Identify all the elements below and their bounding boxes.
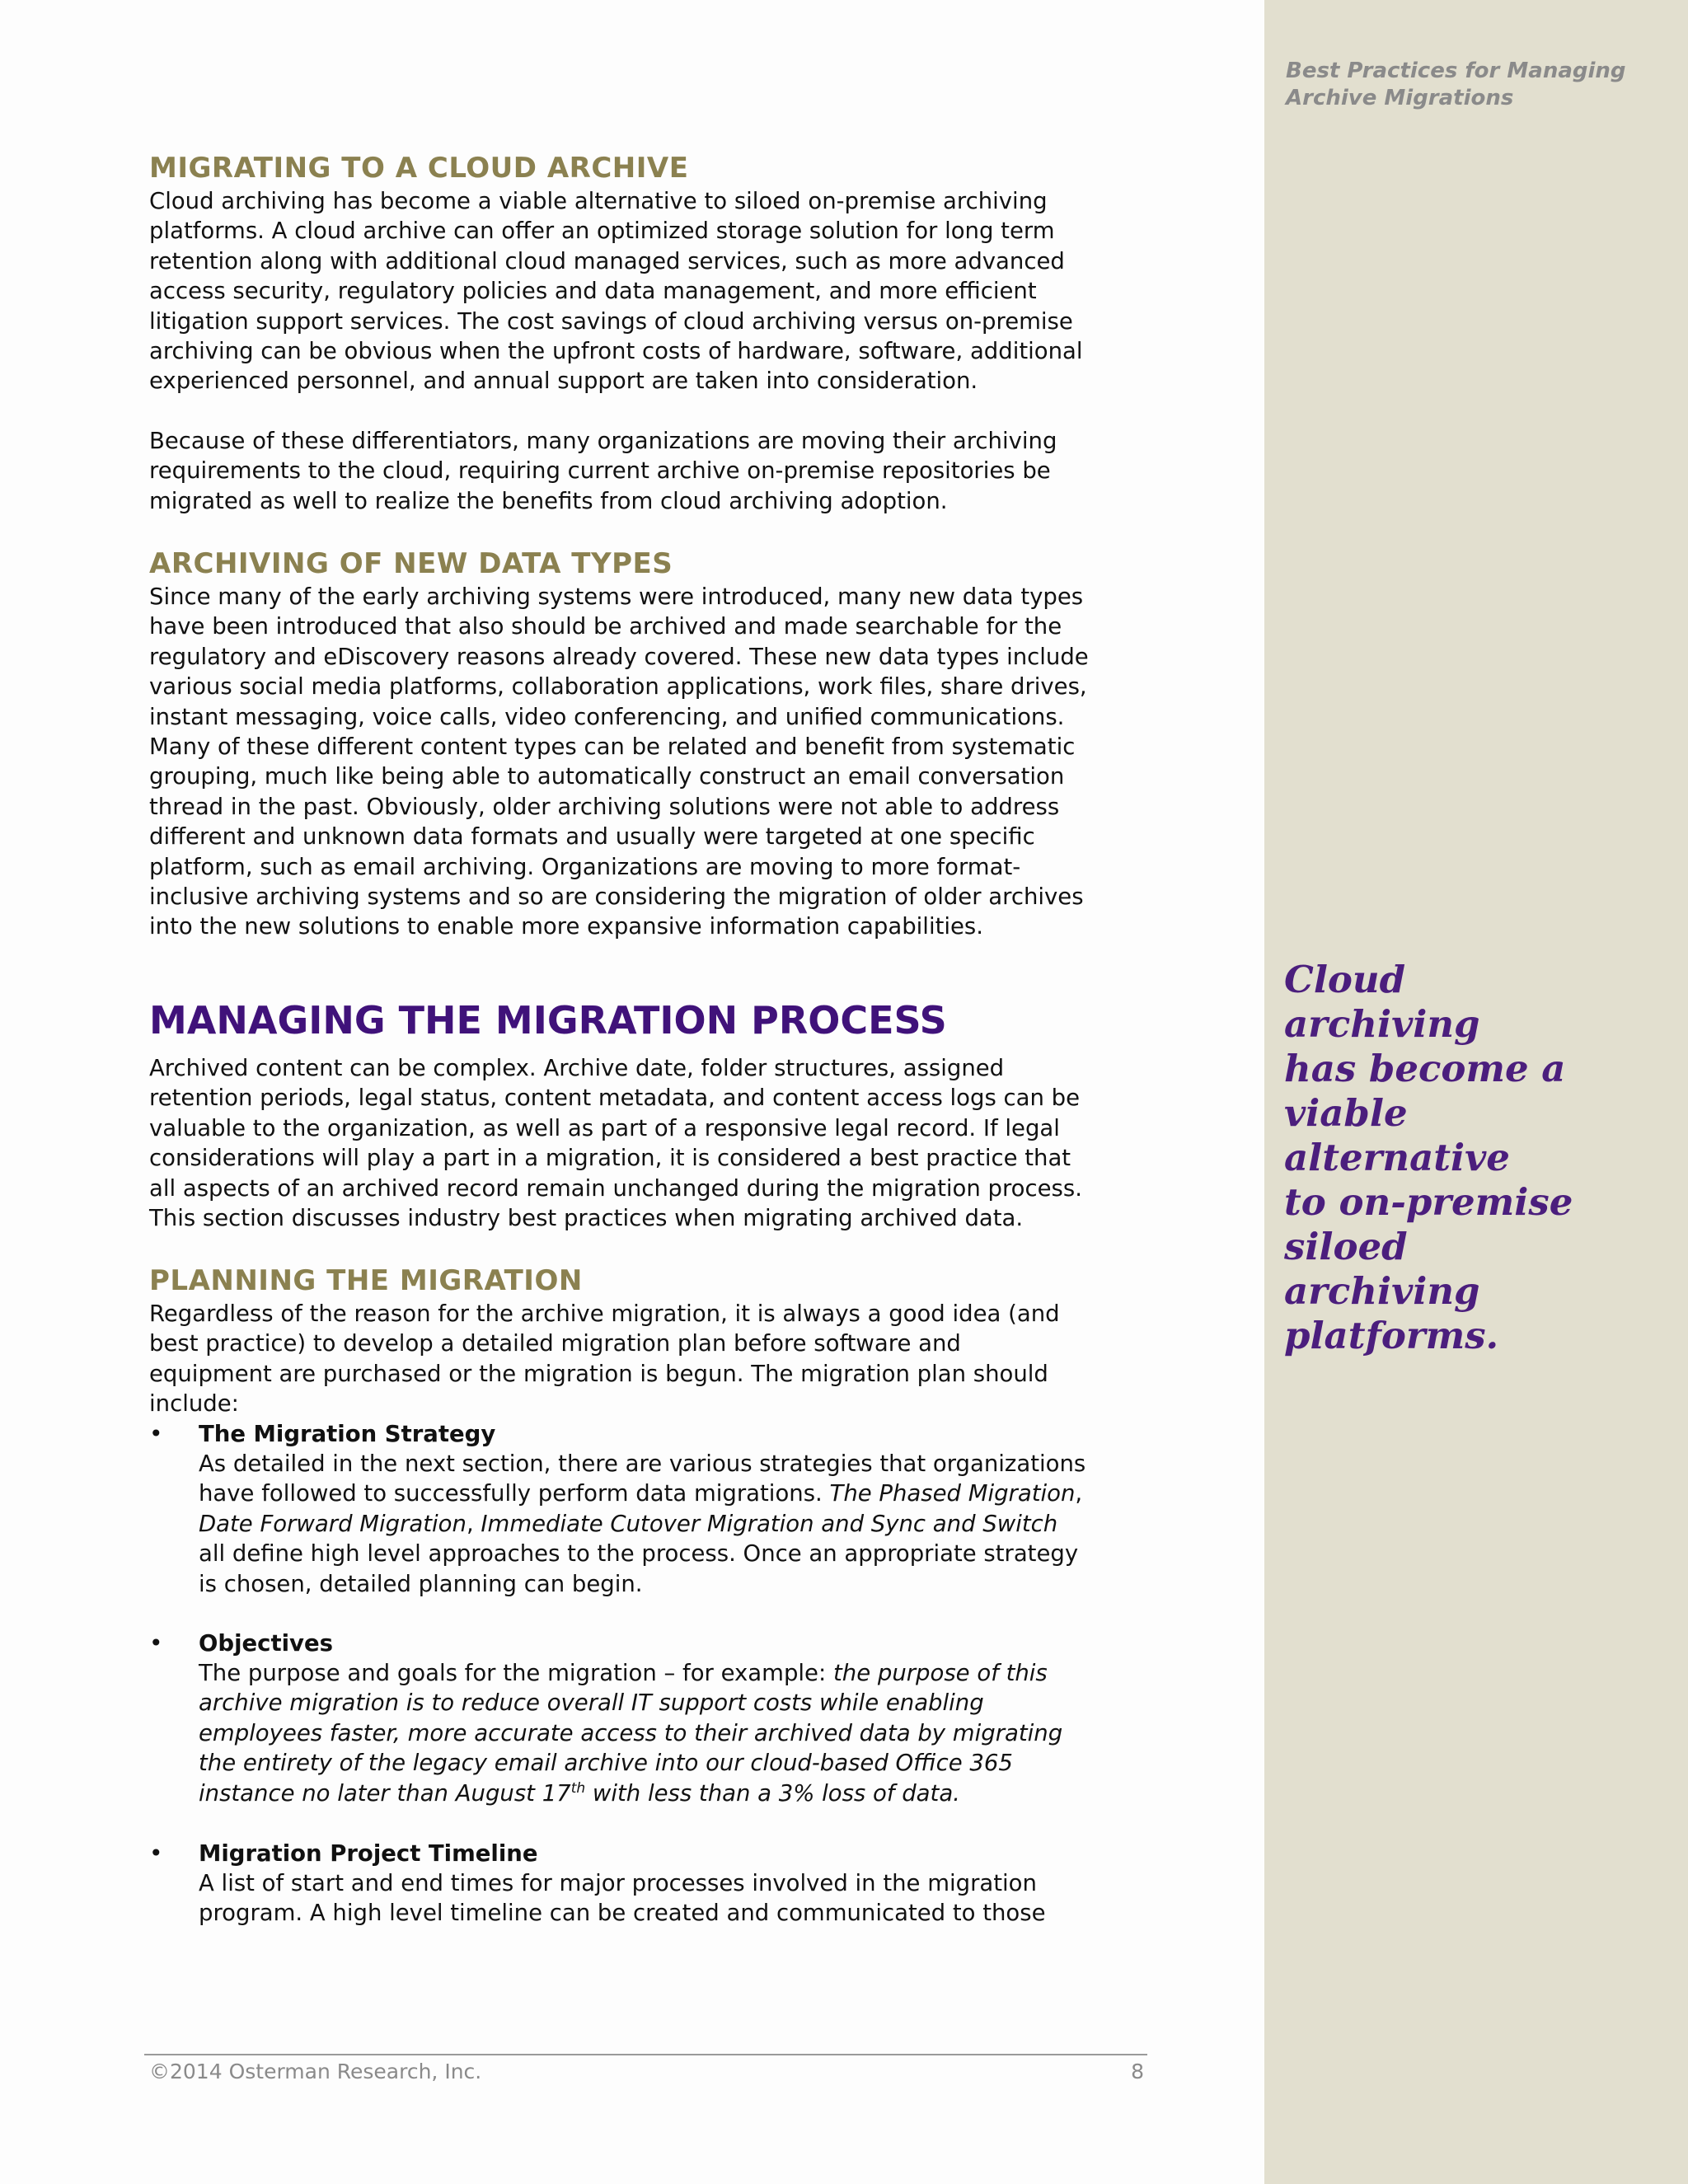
list-item-body: A list of start and end times for major processes involved in the migration program. A high level timeline can be created and communicated to those (199, 1870, 1046, 1927)
pull-quote-line: platforms. (1284, 1314, 1499, 1357)
running-header-title (1286, 58, 1657, 112)
list-item-body (199, 1658, 1089, 1808)
body-text: all define high level approaches to the process. Once an appropriate strategy is chosen, detailed planning can begin. (199, 1540, 1079, 1597)
bullet-marker: • (149, 1629, 163, 1657)
paragraph-planning: Regardless of the reason for the archive migration, it is always a good idea (and best practice) to develop a detailed migration plan before software and equipment are purchased or the migration is begun. The migration plan should include: (149, 1301, 1060, 1418)
pull-quote-line: has become a (1284, 1047, 1566, 1090)
pull-quote-line: viable alternative (1284, 1091, 1510, 1179)
body-italic: Date Forward Migration (199, 1510, 467, 1537)
footer-copyright: ©2014 Osterman Research, Inc. (149, 2060, 482, 2083)
heading-planning-migration: PLANNING THE MIGRATION (149, 1264, 583, 1297)
pull-quote (1284, 958, 1614, 1358)
bullet-marker: • (149, 1840, 163, 1867)
body-italic: the purpose of this archive migration is to reduce overall IT support costs while enabling employees faster, more accurate access to their archived data by migrating the entirety of the legacy email archive into our cloud-based Office 365 instance no later than August 17 (199, 1660, 1063, 1807)
heading-new-data-types: ARCHIVING OF NEW DATA TYPES (149, 547, 673, 580)
body-separator: , (466, 1510, 481, 1537)
pull-quote-line: to on-premise (1284, 1180, 1573, 1224)
list-item-title: The Migration Strategy (199, 1421, 496, 1447)
body-text: The purpose and goals for the migration – for example: (199, 1660, 833, 1686)
body-superscript: th (570, 1779, 586, 1797)
paragraph-new-data-types: Since many of the early archiving systems were introduced, many new data types have been introduced that also should be archived and made searchable for the regulatory and eDiscovery reasons already covered. These new data types include various social media platforms, collaboration applications, work files, share drives, instant messaging, voice calls, video conferencing, and unified communications. Many of these different content types can be related and benefit from systematic grouping, much like being able to automatically construct an email conversation thread in the past. Obviously, older archiving solutions were not able to address different and unknown data formats and usually were targeted at one specific platform, such as email archiving. Organizations are moving to more format-inclusive archiving systems and so are considering the migration of older archives into the new solutions to enable more expansive information capabilities. (149, 583, 1089, 940)
running-header-line-1: Best Practices for Managing (1286, 59, 1626, 83)
bullet-marker: • (149, 1420, 163, 1447)
heading-cloud-archive: MIGRATING TO A CLOUD ARCHIVE (149, 152, 689, 185)
paragraph-managing: Archived content can be complex. Archive date, folder structures, assigned retention periods, legal status, content metadata, and content access logs can be valuable to the organization, as well as part of a responsive legal record. If legal considerations will play a part in a migration, it is considered a best practice that all aspects of an archived record remain unchanged during the migration process. This section discusses industry best practices when migrating archived data. (149, 1055, 1082, 1232)
body-italic: with less than a 3% loss of data. (585, 1779, 960, 1807)
running-header-line-2: Archive Migrations (1286, 86, 1514, 110)
body-separator: , (1075, 1480, 1083, 1507)
pull-quote-line: Cloud archiving (1284, 958, 1480, 1046)
paragraph-cloud-2: Because of these differentiators, many organizations are moving their archiving requirements to the cloud, requiring current archive on-premise repositories be migrated as well to realize the benefits from cloud archiving adoption. (149, 428, 1057, 514)
list-item-body (199, 1449, 1089, 1599)
body-italic: The Phased Migration (829, 1480, 1076, 1507)
paragraph-cloud-1: Cloud archiving has become a viable alternative to siloed on-premise archiving platforms. A cloud archive can offer an optimized storage solution for long term retention along with additional cloud managed services, such as more advanced access security, regulatory policies and data management, and more efficient litigation support services. The cost savings of cloud archiving versus on-premise archiving can be obvious when the upfront costs of hardware, software, additional experienced personnel, and annual support are taken into consideration. (149, 188, 1083, 395)
list-item-title: Migration Project Timeline (199, 1840, 538, 1867)
heading-managing-migration: MANAGING THE MIGRATION PROCESS (149, 998, 947, 1043)
body-italic: Immediate Cutover Migration and Sync and Switch (481, 1510, 1058, 1537)
body-text: As detailed in the next section, there are various strategies that organizations have followed to successfully perform data migrations. (199, 1451, 1086, 1507)
footer-divider (144, 2054, 1147, 2055)
pull-quote-line: siloed archiving (1284, 1225, 1480, 1313)
list-item-title: Objectives (199, 1630, 333, 1657)
page-number: 8 (1131, 2060, 1144, 2083)
